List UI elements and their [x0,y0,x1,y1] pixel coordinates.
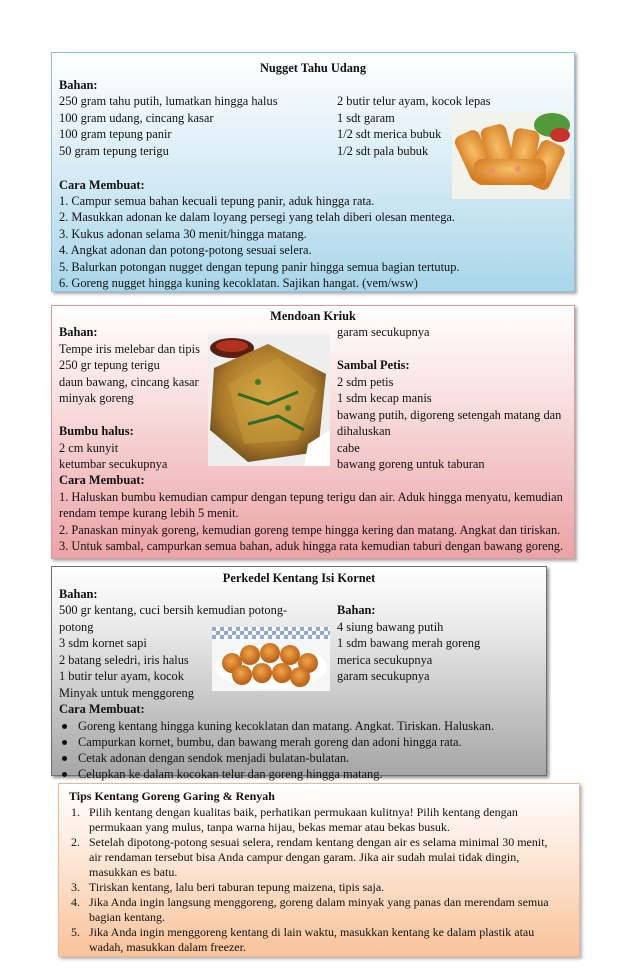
tip-line: bagian kentang. [89,910,165,924]
step: Goreng kentang hingga kuning kecoklatan dan matang. Angkat. Tiriskan. Haluskan. [78,719,495,733]
tip-number: 2. [71,835,80,849]
step: 1. Haluskan bumbu kemudian campur dengan tepung terigu dan air. Aduk hingga menyatu, kemudian [59,490,563,504]
recipe-title: Nugget Tahu Udang [259,61,367,75]
bahan-heading: Bahan: [59,325,98,339]
ingredient: 50 gram tepung terigu [59,144,169,158]
ingredient: 250 gram tahu putih, lumatkan hingga halus [59,94,278,108]
ingredient: garam secukupnya [337,669,430,683]
bullet-icon [62,772,67,777]
recipe-card-nugget [51,52,575,292]
ingredient: 1/2 sdt pala bubuk [337,144,429,158]
ingredient: minyak goreng [59,391,134,405]
mendoan-photo [208,334,330,466]
recipe-title: Perkedel Kentang Isi Kornet [222,571,376,585]
step: 1. Campur semua bahan kecuali tepung panir, aduk hingga rata. [59,194,375,208]
step: Cetak adonan dengan sendok menjadi bulatan-bulatan. [78,751,350,765]
ingredient: garam secukupnya [337,325,430,339]
tip-line: Jika Anda ingin menggoreng kentang di lain waktu, masukkan kentang ke dalam plastik atau [89,925,535,939]
tip-number: 5. [71,925,80,939]
step: 3. Untuk sambal, campurkan semua bahan, aduk hingga rata kemudian taburi dengan bawang goreng. [59,539,564,553]
bullet-icon [62,740,67,745]
ingredient: 3 sdm kornet sapi [59,636,147,650]
step: 5. Balurkan potongan nugget dengan tepung panir hingga semua bagian tertutup. [59,260,460,274]
bahan-heading: Bahan: [59,587,98,601]
ingredient: 1 sdt garam [337,111,395,125]
tips-card [58,783,580,957]
step: 6. Goreng nugget hingga kuning kecoklatan. Sajikan hangat. (vem/wsw) [59,276,418,290]
tip-number: 1. [71,805,80,819]
sambal-item: dihaluskan [337,424,391,438]
step: rendam tempe kurang lebih 5 menit. [59,506,239,520]
ingredient: 100 gram udang, cincang kasar [59,111,214,125]
ingredient: 1 sdm bawang merah goreng [337,636,481,650]
tip-line: wadah, masukkan dalam freezer. [89,940,246,954]
ingredient: 1/2 sdt merica bubuk [337,127,442,141]
ingredient: Tempe iris melebar dan tipis [59,342,200,356]
cara-heading: Cara Membuat: [59,473,145,487]
ingredient: 2 batang seledri, iris halus [59,653,189,667]
fried-nugget-photo [452,111,570,199]
tip-line: air rendaman tersebut bisa Anda campur dengan garam. Jika air sudah mulai tidak dingin, [89,850,520,864]
tip-line: Setelah dipotong-potong sesuai selera, rendam kentang dengan air es selama minimal 30 menit, [89,835,548,849]
recipe-card-mendoan [51,305,575,559]
sambal-item: cabe [337,441,360,455]
bumbu-item: 2 cm kunyit [59,441,119,455]
bumbu-heading: Bumbu halus: [59,424,134,438]
sambal-item: bawang goreng untuk taburan [337,457,485,471]
sambal-item: 1 sdm kecap manis [337,391,432,405]
bahan-heading: Bahan: [337,603,376,617]
sambal-heading: Sambal Petis: [337,358,410,372]
tip-line: permukaan yang mulus, tanpa warna hijau, bekas memar atau bekas busuk. [89,820,450,834]
ingredient: 1 butir telur ayam, kocok [59,669,184,683]
sambal-item: bawang putih, digoreng setengah matang dan [337,408,562,422]
step: 4. Angkat adonan dan potong-potong sesuai selera. [59,243,312,257]
recipe-card-perkedel [51,566,547,781]
step: 2. Masukkan adonan ke dalam loyang persegi yang telah diberi olesan mentega. [59,210,456,224]
recipe-title: Mendoan Kriuk [270,309,356,323]
ingredient: Minyak untuk menggoreng [59,686,194,700]
tips-title: Tips Kentang Goreng Garing & Renyah [69,789,275,803]
ingredient: 2 butir telur ayam, kocok lepas [337,94,491,108]
bullet-icon [62,756,67,761]
tip-line: Tiriskan kentang, lalu beri taburan tepung maizena, tipis saja. [89,880,385,894]
step: Campurkan kornet, bumbu, dan bawang merah goreng dan adoni hingga rata. [78,735,462,749]
sambal-item: 2 sdm petis [337,375,394,389]
tip-number: 3. [71,880,80,894]
bullet-icon [62,724,67,729]
ingredient: 4 siung bawang putih [337,620,444,634]
bahan-heading: Bahan: [59,78,98,92]
step: 2. Panaskan minyak goreng, kemudian goreng tempe hingga kering dan matang. Angkat dan tiriskan. [59,523,561,537]
tip-line: Pilih kentang dengan kualitas baik, perhatikan permukaan kulitnya! Pilih kentang dengan [89,805,518,819]
ingredient: 500 gr kentang, cuci bersih kemudian potong- [59,603,288,617]
step: 3. Kukus adonan selama 30 menit/hingga matang. [59,227,307,241]
tip-line: Jika Anda ingin langsung menggoreng, goreng dalam minyak yang panas dan merendam semua [89,895,549,909]
tip-number: 4. [71,895,80,909]
cara-heading: Cara Membuat: [59,178,145,192]
cara-heading: Cara Membuat: [59,702,145,716]
ingredient: 100 gram tepung panir [59,127,172,141]
ingredient: daun bawang, cincang kasar [59,375,199,389]
step: Celupkan ke dalam kocokan telur dan goreng hingga matang. [78,767,383,781]
tip-line: masukkan es batu. [89,865,178,879]
ingredient: merica secukupnya [337,653,433,667]
ingredient: potong [59,620,94,634]
perkedel-photo [212,627,330,691]
bumbu-item: ketumbar secukupnya [59,457,168,471]
ingredient: 250 gr tepung terigu [59,358,160,372]
